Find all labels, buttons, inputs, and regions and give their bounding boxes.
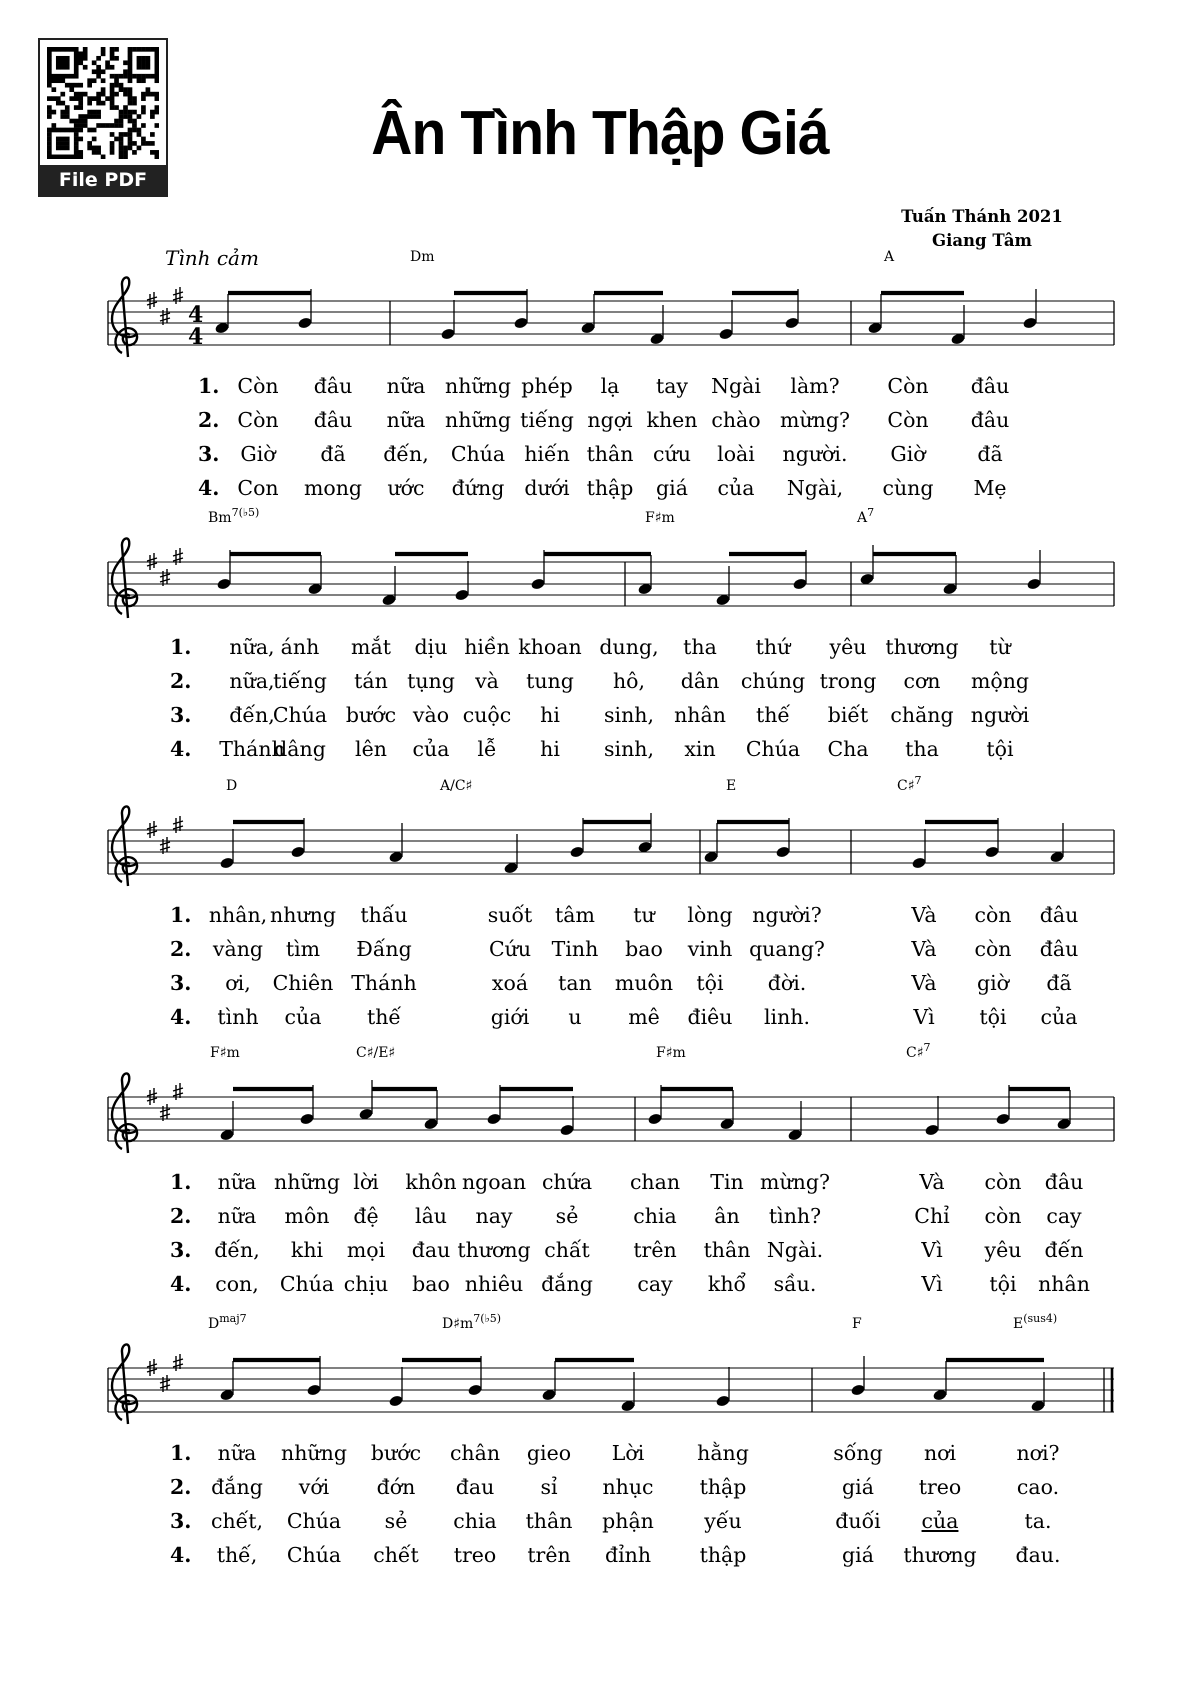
lyric-syllable: ngoan bbox=[461, 1170, 527, 1194]
lyric-syllable: Còn bbox=[237, 374, 279, 398]
lyric-syllable: đứng bbox=[451, 476, 505, 500]
lyric-syllable: đến bbox=[1044, 1238, 1084, 1262]
lyric-syllable: Và bbox=[911, 903, 937, 927]
lyric-syllable: Còn bbox=[887, 408, 929, 432]
lyric-syllable: tay bbox=[655, 374, 689, 398]
lyric-syllable: thân bbox=[703, 1238, 751, 1262]
lyric-syllable: bước bbox=[345, 703, 397, 727]
lyric-syllable: chết bbox=[373, 1543, 419, 1567]
lyric-syllable: Chúa bbox=[450, 442, 506, 466]
lyric-syllable: Và bbox=[919, 1170, 945, 1194]
lyric-syllable: của bbox=[412, 737, 450, 761]
lyric-syllable: cùng bbox=[882, 476, 934, 500]
lyric-syllable: xoá bbox=[491, 971, 529, 995]
lyric-syllable: chúng bbox=[740, 669, 806, 693]
chord-symbol: $D^{maj7}$ bbox=[208, 1312, 247, 1332]
lyric-syllable: dung, bbox=[599, 635, 659, 659]
lyric-syllable: tội bbox=[979, 1005, 1007, 1029]
lyric-syllable: bao bbox=[625, 937, 663, 961]
lyric-syllable: lên bbox=[355, 737, 387, 761]
verse-number: 4. bbox=[170, 1272, 192, 1296]
lyric-syllable: lâu bbox=[415, 1204, 447, 1228]
lyric-syllable: đau bbox=[455, 1475, 495, 1499]
lyric-syllable: giá bbox=[842, 1475, 874, 1499]
chord-symbol: C♯$^7$ bbox=[897, 774, 922, 794]
lyric-syllable: thế, bbox=[216, 1543, 258, 1567]
lyric-syllable: nhân bbox=[674, 703, 726, 727]
lyric-syllable: tình? bbox=[768, 1204, 822, 1228]
lyric-syllable: chia bbox=[633, 1204, 677, 1228]
lyric-syllable: Vì bbox=[913, 1005, 935, 1029]
lyric-syllable: đỉnh bbox=[604, 1543, 652, 1567]
lyric-syllable: hô, bbox=[612, 669, 646, 693]
lyric-syllable: khen bbox=[646, 408, 698, 432]
lyric-syllable: đâu bbox=[970, 374, 1010, 398]
lyric-syllable: ân bbox=[714, 1204, 740, 1228]
lyric-syllable: sinh, bbox=[604, 737, 654, 761]
chord-symbol: $D♯m^{7(♭5)}$ bbox=[442, 1312, 502, 1332]
lyric-syllable: cứu bbox=[653, 442, 691, 466]
lyric-syllable: còn bbox=[984, 1170, 1022, 1194]
lyric-syllable: tiếng bbox=[273, 669, 327, 693]
lyric-syllable: thế bbox=[366, 1005, 402, 1029]
lyric-syllable: dịu bbox=[414, 635, 448, 659]
lyric-syllable: và bbox=[475, 669, 499, 693]
lyric-syllable: ơi, bbox=[225, 971, 251, 995]
lyric-syllable: đến, bbox=[214, 1238, 260, 1262]
lyric-syllable: Cứu bbox=[488, 937, 532, 961]
lyric-syllable: Con bbox=[237, 476, 279, 500]
lyric-syllable: mọi bbox=[346, 1238, 386, 1262]
verse-number: 4. bbox=[170, 1005, 192, 1029]
lyric-syllable: chứa bbox=[541, 1170, 593, 1194]
lyric-syllable: tung bbox=[526, 669, 574, 693]
lyric-syllable: loài bbox=[717, 442, 755, 466]
lyric-syllable: vàng bbox=[212, 937, 264, 961]
lyric-syllable: Chúa bbox=[286, 1543, 342, 1567]
lyric-syllable: tội bbox=[986, 737, 1014, 761]
lyric-syllable: cơn bbox=[903, 669, 941, 693]
lyric-syllable: ánh bbox=[280, 635, 320, 659]
verse-number: 4. bbox=[170, 737, 192, 761]
verse-number: 3. bbox=[170, 703, 192, 727]
staff-system bbox=[108, 506, 1114, 618]
chord-symbol: C♯$^7$ bbox=[906, 1041, 931, 1061]
lyric-syllable: tha bbox=[683, 635, 717, 659]
lyric-syllable: xin bbox=[684, 737, 716, 761]
lyric-syllable: khôn bbox=[405, 1170, 457, 1194]
lyric-syllable: linh. bbox=[763, 1005, 811, 1029]
lyric-syllable: hi bbox=[540, 737, 560, 761]
lyric-syllable: khi bbox=[290, 1238, 324, 1262]
lyric-syllable: quang? bbox=[749, 937, 825, 961]
lyric-syllable: con, bbox=[215, 1272, 259, 1296]
verse-number: 2. bbox=[198, 408, 220, 432]
lyric-syllable: nữa bbox=[386, 374, 426, 398]
lyric-syllable: Chúa bbox=[279, 1272, 335, 1296]
lyric-syllable: đâu bbox=[1044, 1170, 1084, 1194]
lyric-syllable: tụng bbox=[407, 669, 455, 693]
lyric-syllable: giờ bbox=[976, 971, 1010, 995]
lyric-syllable: dân bbox=[680, 669, 720, 693]
song-title: Ân Tình Thập Giá bbox=[371, 99, 829, 168]
lyric-syllable: sống bbox=[833, 1441, 883, 1465]
lyric-syllable: đời. bbox=[767, 971, 807, 995]
lyric-syllable: lòng bbox=[687, 903, 733, 927]
lyric-syllable: Mẹ bbox=[973, 476, 1007, 500]
lyric-syllable: đắng bbox=[541, 1272, 593, 1296]
lyric-syllable: nữa bbox=[217, 1204, 257, 1228]
lyric-syllable: chan bbox=[629, 1170, 681, 1194]
lyric-syllable: khoan bbox=[518, 635, 582, 659]
verse-number: 4. bbox=[170, 1543, 192, 1567]
chord-symbol: D bbox=[226, 778, 238, 794]
verse-number: 1. bbox=[170, 635, 192, 659]
lyric-syllable: thập bbox=[699, 1475, 747, 1499]
lyric-syllable: Và bbox=[911, 971, 937, 995]
staff-system bbox=[108, 1041, 1114, 1153]
lyric-syllable: ngợi bbox=[587, 408, 633, 432]
chord-symbol: $Bm^{7(♭5)}$ bbox=[208, 506, 260, 526]
lyric-syllable: tình bbox=[217, 1005, 259, 1029]
chord-symbol: F♯m bbox=[210, 1045, 240, 1061]
lyric-syllable: nữa bbox=[386, 408, 426, 432]
lyric-syllable: tìm bbox=[285, 937, 321, 961]
lyric-syllable: sầu. bbox=[773, 1272, 817, 1296]
lyric-syllable: tư bbox=[633, 903, 655, 927]
lyric-syllable: chịu bbox=[343, 1272, 389, 1296]
lyric-syllable: giới bbox=[490, 1005, 530, 1029]
verse-number: 3. bbox=[170, 971, 192, 995]
lyric-syllable: tâm bbox=[555, 903, 595, 927]
lyric-syllable: yêu bbox=[984, 1238, 1022, 1262]
lyric-syllable: đắng bbox=[211, 1475, 263, 1499]
lyric-syllable: tội bbox=[696, 971, 724, 995]
lyric-syllable: Còn bbox=[887, 374, 929, 398]
lyric-syllable: chăng bbox=[890, 703, 954, 727]
lyric-syllable: Chúa bbox=[286, 1509, 342, 1533]
lyric-syllable: từ bbox=[989, 635, 1011, 659]
lyric-syllable: lời bbox=[353, 1170, 379, 1194]
lyric-syllable: hiến bbox=[524, 442, 570, 466]
credit-occasion: Tuấn Thánh 2021 bbox=[901, 207, 1063, 226]
lyric-syllable: những bbox=[445, 408, 511, 432]
lyric-syllable: nay bbox=[475, 1204, 513, 1228]
lyric-syllable: đâu bbox=[313, 408, 353, 432]
lyric-syllable: thấu bbox=[360, 903, 408, 927]
lyric-syllable: đã bbox=[977, 442, 1003, 466]
lyric-syllable: mộng bbox=[970, 669, 1030, 693]
lyric-syllable: của bbox=[921, 1509, 959, 1533]
lyric-syllable: cao. bbox=[1016, 1475, 1060, 1499]
chord-symbol: F♯m bbox=[645, 510, 675, 526]
lyric-syllable: đau bbox=[411, 1238, 451, 1262]
lyric-syllable: phép bbox=[521, 374, 573, 398]
lyric-syllable: còn bbox=[974, 903, 1012, 927]
chord-symbol: $A^7$ bbox=[857, 506, 875, 526]
verse-number: 1. bbox=[198, 374, 220, 398]
lyric-syllable: thương bbox=[457, 1238, 531, 1262]
lyric-syllable: đã bbox=[1046, 971, 1072, 995]
lyric-syllable: vào bbox=[412, 703, 450, 727]
lyric-syllable: đến, bbox=[383, 442, 429, 466]
chord-symbol: Dm bbox=[410, 249, 435, 265]
lyric-syllable: điêu bbox=[687, 1005, 733, 1029]
staff-system bbox=[108, 774, 1114, 886]
lyric-syllable: cay bbox=[1046, 1204, 1082, 1228]
chord-symbol: $E^{(sus4)}$ bbox=[1013, 1312, 1058, 1332]
lyric-syllable: thương bbox=[885, 635, 959, 659]
lyric-syllable: Thánh bbox=[219, 737, 285, 761]
lyric-syllable: Chiên bbox=[272, 971, 334, 995]
lyric-syllable: Vì bbox=[921, 1238, 943, 1262]
lyric-syllable: đâu bbox=[313, 374, 353, 398]
lyric-syllable: Vì bbox=[921, 1272, 943, 1296]
lyric-syllable: cuộc bbox=[462, 703, 512, 727]
verse-number: 3. bbox=[198, 442, 220, 466]
lyric-syllable: hi bbox=[540, 703, 560, 727]
lyric-syllable: nhân bbox=[1038, 1272, 1090, 1296]
lyric-syllable: chết, bbox=[210, 1509, 264, 1533]
lyric-syllable: sẻ bbox=[555, 1204, 579, 1228]
lyric-syllable: còn bbox=[974, 937, 1012, 961]
lyric-syllable: Thánh bbox=[351, 971, 417, 995]
lyric-syllable: ước bbox=[387, 476, 425, 500]
lyric-syllable: Giờ bbox=[240, 442, 276, 466]
time-signature-top: 4 bbox=[188, 302, 204, 328]
lyric-syllable: thế bbox=[755, 703, 791, 727]
lyric-syllable: phận bbox=[602, 1509, 654, 1533]
lyric-syllable: của bbox=[284, 1005, 322, 1029]
lyric-syllable: người. bbox=[782, 442, 848, 466]
lyric-syllable: sinh, bbox=[604, 703, 654, 727]
lyric-syllable: môn bbox=[284, 1204, 330, 1228]
lyric-syllable: thân bbox=[586, 442, 634, 466]
lyric-syllable: thứ bbox=[755, 635, 791, 659]
chord-symbol: A bbox=[884, 249, 895, 265]
lyric-syllable: gieo bbox=[526, 1441, 572, 1465]
verse-number: 1. bbox=[170, 903, 192, 927]
lyric-syllable: thập bbox=[699, 1543, 747, 1567]
chord-symbol: C♯/E♯ bbox=[356, 1045, 396, 1061]
lyric-syllable: bước bbox=[370, 1441, 422, 1465]
lyric-syllable: những bbox=[274, 1170, 340, 1194]
lyric-syllable: trên bbox=[527, 1543, 571, 1567]
qr-caption: File PDF bbox=[40, 165, 166, 195]
lyric-syllable: của bbox=[717, 476, 755, 500]
lyric-syllable: thân bbox=[525, 1509, 573, 1533]
lyric-syllable: giá bbox=[842, 1543, 874, 1567]
lyric-syllable: Ngài. bbox=[766, 1238, 824, 1262]
chord-symbol: F bbox=[852, 1316, 862, 1332]
lyric-syllable: thương bbox=[903, 1543, 977, 1567]
lyric-syllable: Giờ bbox=[890, 442, 926, 466]
verse-number: 3. bbox=[170, 1509, 192, 1533]
lyric-syllable: nhân, bbox=[208, 903, 268, 927]
lyric-syllable: sẻ bbox=[384, 1509, 408, 1533]
lyric-syllable: của bbox=[1040, 1005, 1078, 1029]
verse-number: 3. bbox=[170, 1238, 192, 1262]
lyric-syllable: Ngài bbox=[711, 374, 761, 398]
lyric-syllable: mừng? bbox=[760, 1170, 830, 1194]
chord-symbol: F♯m bbox=[656, 1045, 686, 1061]
lyric-syllable: với bbox=[298, 1475, 330, 1499]
lyric-syllable: đệ bbox=[353, 1204, 379, 1228]
lyric-syllable: mong bbox=[303, 476, 363, 500]
tempo-marking: Tình cảm bbox=[165, 246, 259, 270]
lyric-syllable: Còn bbox=[237, 408, 279, 432]
verse-number: 1. bbox=[170, 1170, 192, 1194]
lyric-syllable: Chỉ bbox=[914, 1204, 950, 1228]
lyric-syllable: đuối bbox=[835, 1509, 881, 1533]
lyric-syllable: tiếng bbox=[520, 408, 574, 432]
lyric-syllable: đâu bbox=[1039, 937, 1079, 961]
lyric-syllable: Lời bbox=[611, 1441, 645, 1465]
lyric-syllable: u bbox=[568, 1005, 582, 1029]
lyric-syllable: biết bbox=[827, 703, 869, 727]
lyric-syllable: treo bbox=[918, 1475, 962, 1499]
lyric-syllable: những bbox=[445, 374, 511, 398]
lyric-syllable: những bbox=[281, 1441, 347, 1465]
lyric-syllable: nhục bbox=[602, 1475, 654, 1499]
lyric-syllable: mê bbox=[628, 1005, 660, 1029]
lyric-syllable: hằng bbox=[697, 1441, 749, 1465]
lyric-syllable: chân bbox=[449, 1441, 501, 1465]
lyric-syllable: đâu bbox=[970, 408, 1010, 432]
lyric-syllable: nữa bbox=[217, 1441, 257, 1465]
verse-number: 4. bbox=[198, 476, 220, 500]
lyric-syllable: tha bbox=[905, 737, 939, 761]
credit-composer: Giang Tâm bbox=[932, 231, 1032, 250]
lyric-syllable: yêu bbox=[829, 635, 867, 659]
lyric-syllable: mừng? bbox=[780, 408, 850, 432]
lyric-syllable: lạ bbox=[600, 374, 620, 398]
lyric-syllable: người? bbox=[752, 903, 822, 927]
lyric-syllable: Chúa bbox=[745, 737, 801, 761]
lyric-syllable: đã bbox=[320, 442, 346, 466]
lyric-syllable: người bbox=[970, 703, 1030, 727]
lyric-syllable: Và bbox=[911, 937, 937, 961]
lyric-syllable: yếu bbox=[704, 1509, 742, 1533]
lyric-syllable: nữa, bbox=[229, 669, 275, 693]
lyric-syllable: sỉ bbox=[540, 1475, 558, 1499]
lyric-syllable: khổ bbox=[707, 1272, 747, 1296]
lyric-syllable: làm? bbox=[790, 374, 840, 398]
lyric-syllable: nữa, bbox=[229, 635, 275, 659]
lyric-syllable: Tinh bbox=[551, 937, 599, 961]
lyric-syllable: treo bbox=[453, 1543, 497, 1567]
lyric-syllable: ta. bbox=[1024, 1509, 1052, 1533]
lyric-syllable: trên bbox=[633, 1238, 677, 1262]
lyric-syllable: tội bbox=[989, 1272, 1017, 1296]
lyric-syllable: tán bbox=[354, 669, 388, 693]
lyric-syllable: dâng bbox=[274, 737, 326, 761]
lyric-syllable: lễ bbox=[477, 737, 497, 761]
lyric-syllable: còn bbox=[984, 1204, 1022, 1228]
lyric-syllable: đớn bbox=[376, 1475, 416, 1499]
lyric-syllable: Đấng bbox=[356, 937, 412, 961]
lyric-syllable: đâu bbox=[1039, 903, 1079, 927]
verse-number: 2. bbox=[170, 937, 192, 961]
lyric-syllable: nơi? bbox=[1016, 1441, 1060, 1465]
lyric-syllable: chào bbox=[711, 408, 761, 432]
lyric-syllable: thập bbox=[586, 476, 634, 500]
lyric-syllable: cay bbox=[637, 1272, 673, 1296]
lyric-syllable: đau. bbox=[1015, 1543, 1061, 1567]
lyric-syllable: hiền bbox=[464, 635, 510, 659]
lyric-syllable: dưới bbox=[524, 476, 570, 500]
time-signature-bottom: 4 bbox=[188, 324, 204, 350]
lyric-syllable: tan bbox=[558, 971, 592, 995]
lyric-syllable: giá bbox=[656, 476, 688, 500]
lyric-syllable: vinh bbox=[687, 937, 733, 961]
verse-number: 2. bbox=[170, 1204, 192, 1228]
chord-symbol: A/C♯ bbox=[440, 778, 473, 794]
verse-number: 2. bbox=[170, 669, 192, 693]
lyric-syllable: Chúa bbox=[272, 703, 328, 727]
lyric-syllable: mắt bbox=[351, 635, 391, 659]
verse-number: 1. bbox=[170, 1441, 192, 1465]
lyric-syllable: Ngài, bbox=[786, 476, 844, 500]
lyric-syllable: Tin bbox=[710, 1170, 744, 1194]
lyric-syllable: suốt bbox=[487, 903, 533, 927]
lyric-syllable: trong bbox=[819, 669, 877, 693]
staff-system bbox=[108, 249, 1114, 357]
lyric-syllable: muôn bbox=[614, 971, 674, 995]
lyric-syllable: nhiêu bbox=[464, 1272, 524, 1296]
lyric-syllable: nữa bbox=[217, 1170, 257, 1194]
lyric-syllable: chất bbox=[544, 1238, 590, 1262]
verse-number: 2. bbox=[170, 1475, 192, 1499]
chord-symbol: E bbox=[726, 778, 737, 794]
staff-system bbox=[108, 1312, 1114, 1424]
lyric-syllable: đến, bbox=[229, 703, 275, 727]
lyric-syllable: nơi bbox=[923, 1441, 957, 1465]
lyric-syllable: chia bbox=[453, 1509, 497, 1533]
lyric-syllable: Cha bbox=[827, 737, 869, 761]
lyric-syllable: nhưng bbox=[270, 903, 336, 927]
lyric-syllable: bao bbox=[412, 1272, 450, 1296]
